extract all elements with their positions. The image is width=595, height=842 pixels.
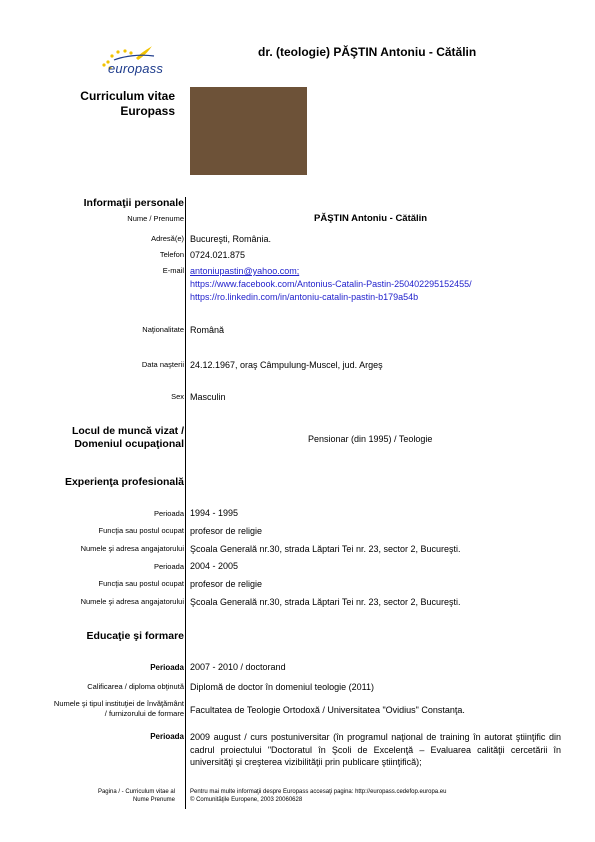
edu1-institution-value: Facultatea de Teologie Ortodoxă / Universitatea "Ovidius" Constanţa.: [190, 705, 465, 715]
name-label: Nume / Prenume: [127, 214, 184, 223]
exp1-employer-label: Numele şi adresa angajatorului: [80, 544, 184, 553]
exp1-employer-value: Şcoala Generală nr.30, strada Lăptari Tei nr. 23, sector 2, Bucureşti.: [190, 544, 461, 554]
nationality-value: Română: [190, 325, 225, 335]
exp1-position-value: profesor de religie: [190, 526, 263, 536]
edu1-institution-label-line1: Numele şi tipul instituţiei de învăţământ: [53, 699, 184, 708]
exp2-employer-value: Şcoala Generală nr.30, strada Lăptari Tei nr. 23, sector 2, Bucureşti.: [190, 597, 461, 607]
edu2-description: 2009 august / curs postuniversitar (în programul naţional de training în autorat ştiinţific din cadrul proiectului "Doctoratul în Şcoli de Excelenţă – Evaluarea calităţii cercetării în universităţi şi creşterea vizibilităţii prin publicare ştiinţifică);: [190, 732, 561, 767]
exp1-period-value: 1994 - 1995: [190, 508, 239, 518]
facebook-link[interactable]: https://www.facebook.com/Antonius-Catalin-Pastin-250402295152455/: [190, 279, 472, 289]
birthdate-value: 24.12.1967, oraş Câmpulung-Muscel, jud. Argeş: [190, 360, 383, 370]
phone-label: Telefon: [159, 250, 184, 259]
footer-right-line2: © Comunităţile Europene, 2003 20060628: [190, 797, 303, 803]
exp2-period-label: Perioada: [153, 562, 184, 571]
cv-heading-line1: Curriculum vitae: [80, 89, 175, 103]
cv-heading: [80, 89, 175, 119]
birthdate-label: Data naşterii: [141, 360, 184, 369]
sex-label: Sex: [171, 392, 184, 401]
address-value: Bucureşti, România.: [190, 234, 272, 244]
edu1-qualification-label: Calificarea / diploma obţinută: [87, 682, 184, 691]
section-experience-title: Experienţa profesională: [64, 476, 184, 488]
occupation-title-line1: Locul de muncă vizat /: [71, 425, 184, 437]
footer-left: [98, 788, 175, 804]
occupation-value: Pensionar (din 1995) / Teologie: [308, 434, 433, 444]
profile-photo: [190, 87, 307, 175]
email-link[interactable]: antoniupastin@yahoo.com;: [190, 266, 300, 276]
section-education-title: Educaţie şi formare: [86, 630, 184, 642]
edu2-period-label: Perioada: [150, 732, 184, 741]
address-label: Adresă(e): [151, 234, 184, 243]
linkedin-link[interactable]: https://ro.linkedin.com/in/antoniu-catalin-pastin-b179a54b: [190, 292, 419, 302]
edu1-institution-label-line2: / furnizorului de formare: [104, 709, 184, 718]
sex-value: Masculin: [190, 392, 226, 402]
email-label: E-mail: [162, 266, 184, 275]
nationality-label: Naţionalitate: [142, 325, 184, 334]
exp2-period-value: 2004 - 2005: [190, 561, 239, 571]
footer-left-line1: Pagina / - Curriculum vitae al: [97, 789, 175, 795]
edu1-period-value: 2007 - 2010 / doctorand: [190, 662, 286, 672]
exp2-position-value: profesor de religie: [190, 579, 263, 589]
exp2-employer-label: Numele şi adresa angajatorului: [80, 597, 184, 606]
logo-text: europass: [108, 61, 164, 76]
edu1-qualification-value: Diplomă de doctor în domeniul teologie (2011): [190, 682, 374, 692]
edu1-period-label: Perioada: [150, 663, 184, 672]
exp1-period-label: Perioada: [153, 509, 184, 518]
europass-logo: [100, 44, 180, 80]
exp2-position-label: Funcţia sau postul ocupat: [98, 579, 184, 588]
page-title: dr. (teologie) PĂŞTIN Antoniu - Cătălin: [258, 45, 477, 59]
divider: [185, 197, 186, 809]
exp1-position-label: Funcţia sau postul ocupat: [98, 526, 184, 535]
footer-right: [190, 788, 446, 804]
footer-right-line1: Pentru mai multe informaţii despre Europass accesaţi pagina: http://europass.cedefop.europa.eu: [190, 789, 447, 795]
footer-left-line2: Nume Prenume: [132, 797, 175, 803]
section-personal-title: Informaţii personale: [83, 197, 184, 209]
phone-value: 0724.021.875: [190, 250, 246, 260]
name-value: PĂŞTIN Antoniu - Cătălin: [314, 213, 428, 224]
occupation-title-line2: Domeniul ocupaţional: [74, 438, 184, 450]
cv-heading-line2: Europass: [120, 104, 175, 118]
